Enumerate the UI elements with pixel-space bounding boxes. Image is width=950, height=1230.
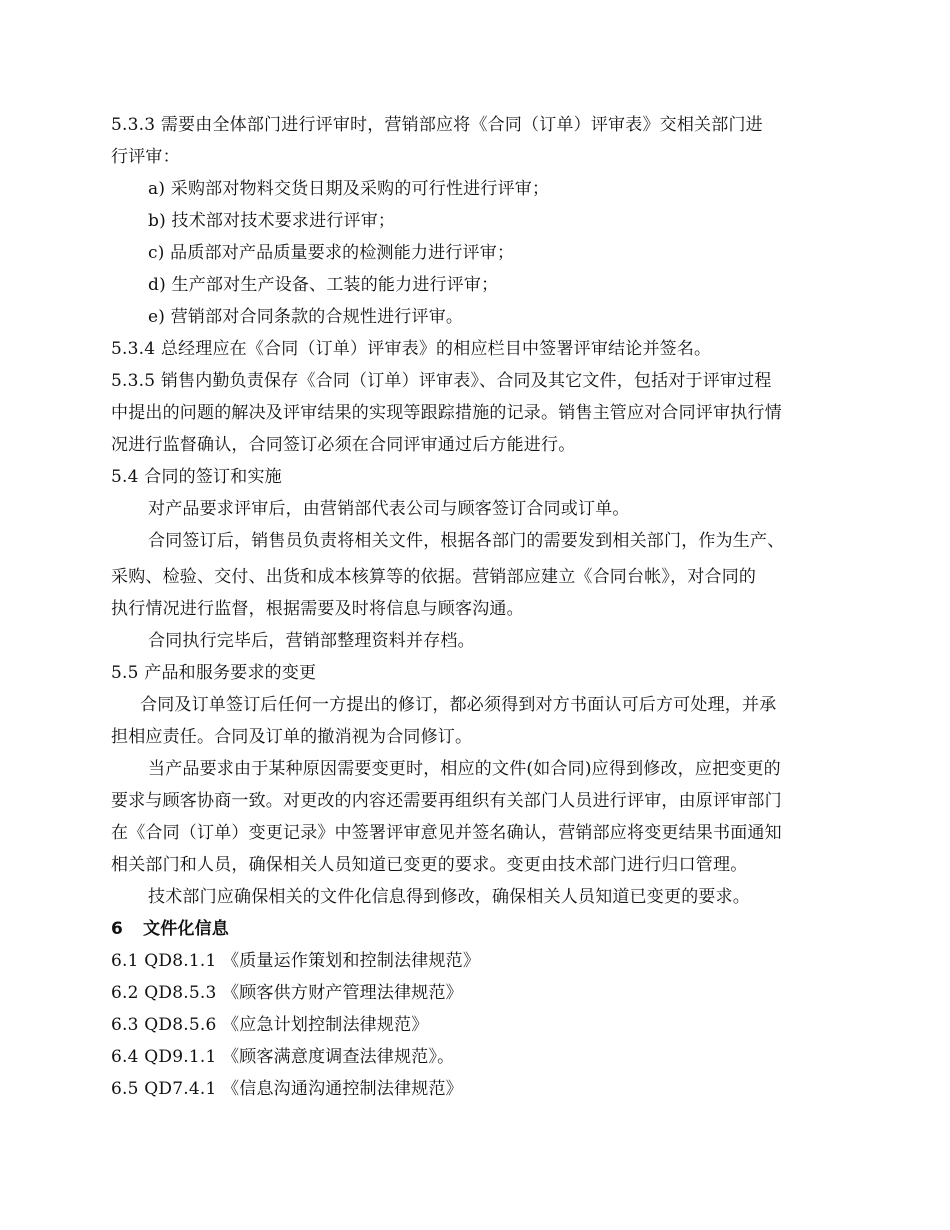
s55-p2-line3: 在《合同（订单）变更记录》中签署评审意见并签名确认，营销部应将变更结果书面通知 [111,823,782,843]
s6-title: 文件化信息 [143,919,229,939]
s55-p2-line2: 要求与顾客协商一致。对更改的内容还需要再组织有关部门人员进行评审，由原评审部门 [111,791,782,811]
s55-p2-line1: 当产品要求由于某种原因需要变更时，相应的文件(如合同)应得到修改，应把变更的 [148,759,781,779]
s535-line2: 中提出的问题的解决及评审结果的实现等跟踪措施的记录。销售主管应对合同评审执行情 [111,403,782,423]
s535-line3: 况进行监督确认，合同签订必须在合同评审通过后方能进行。 [111,435,576,455]
s6-heading [111,918,229,940]
s6-ref-2: 6.2 QD8.5.3 《顾客供方财产管理法律规范》 [111,983,463,1003]
s533-line2: 行评审： [111,147,180,167]
s6-ref-4: 6.4 QD9.1.1 《顾客满意度调查法律规范》。 [111,1047,455,1067]
s55-heading: 5.5 产品和服务要求的变更 [111,663,317,683]
s55-p1-line1: 合同及订单签订后任何一方提出的修订，都必须得到对方书面认可后方可处理，并承 [140,695,777,715]
s54-p2-line3: 执行情况进行监督，根据需要及时将信息与顾客沟通。 [111,599,524,619]
s54-heading: 5.4 合同的签订和实施 [111,467,282,487]
s54-p1: 对产品要求评审后，由营销部代表公司与顾客签订合同或订单。 [148,499,630,519]
s55-p3: 技术部门应确保相关的文件化信息得到修改，确保相关人员知道已变更的要求。 [148,887,750,907]
s6-ref-1: 6.1 QD8.1.1 《质量运作策划和控制法律规范》 [111,951,481,971]
s533-item-c: c) 品质部对产品质量要求的检测能力进行评审； [148,243,515,263]
s6-number: 6 [111,919,124,939]
s535-line1: 5.3.5 销售内勤负责保存《合同（订单）评审表》、合同及其它文件，包括对于评审过程 [111,371,772,391]
s55-p1-line2: 担相应责任。合同及订单的撤消视为合同修订。 [111,727,473,747]
s533-item-b: b) 技术部对技术要求进行评审； [148,211,396,231]
s534-text: 5.3.4 总经理应在《合同（订单）评审表》的相应栏目中签署评审结论并签名。 [111,339,712,359]
s54-p3: 合同执行完毕后，营销部整理资料并存档。 [148,631,475,651]
s533-item-e: e) 营销部对合同条款的合规性进行评审。 [148,307,464,327]
s55-p2-line4: 相关部门和人员，确保相关人员知道已变更的要求。变更由技术部门进行归口管理。 [111,855,748,875]
s6-ref-5: 6.5 QD7.4.1 《信息沟通沟通控制法律规范》 [111,1079,463,1099]
s54-p2-line2: 采购、检验、交付、出货和成本核算等的依据。营销部应建立《合同台帐》，对合同的 [111,567,757,587]
s533-line1: 5.3.3 需要由全体部门进行评审时，营销部应将《合同（订单）评审表》交相关部门进 [111,115,763,135]
s533-item-d: d) 生产部对生产设备、工装的能力进行评审； [148,275,499,295]
s6-ref-3: 6.3 QD8.5.6 《应急计划控制法律规范》 [111,1015,429,1035]
s533-item-a: a) 采购部对物料交货日期及采购的可行性进行评审； [148,179,550,199]
s54-p2-line1: 合同签订后，销售员负责将相关文件，根据各部门的需要发到相关部门，作为生产、 [148,531,785,551]
